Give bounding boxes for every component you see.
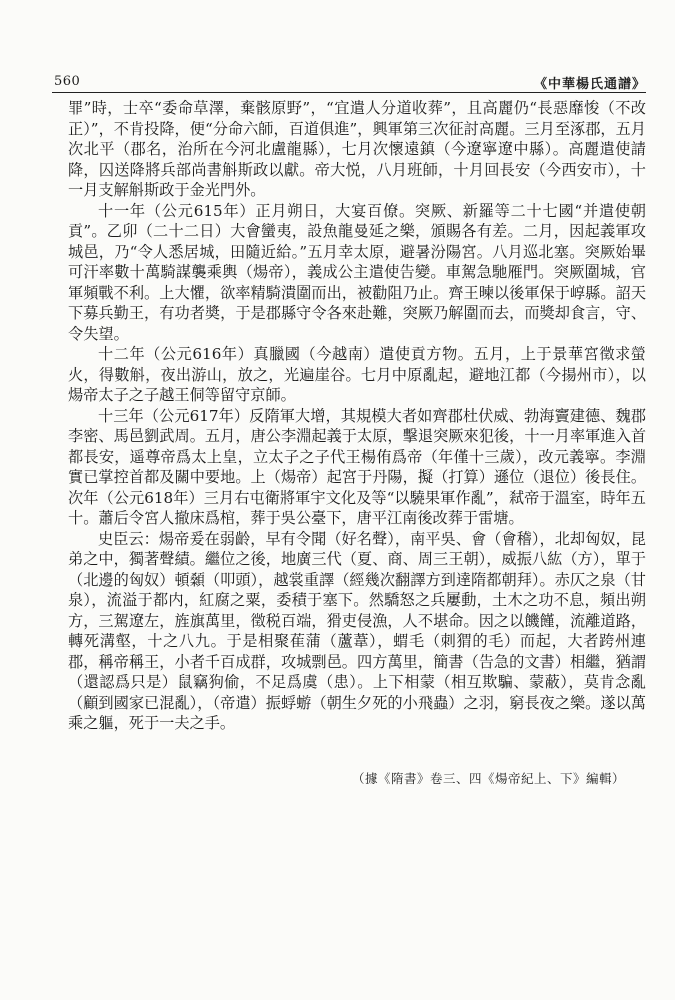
running-title: 《中華楊氏通譜》: [533, 77, 646, 92]
paragraph-continued: 罪”時，士卒“委命草澤，棄骸原野”，“宜遣人分道收葬”，且高麗仍“長惡靡悛（不改正）”，不肯投降，便“分命六師，百道俱進”，興軍第三次征討高麗。三月至涿郡，五月次北平（郡名，治所在今河北盧龍縣），七月次懷遠鎮（今遼寧遼中縣）。高麗遣使請降，囚送降將兵部尚書斛斯政以獻。帝大悦，八月班師，十月回長安（今西安市），十一月支解斛斯政于金光門外。: [68, 99, 646, 199]
paragraph-historian-comment: 史臣云：煬帝爰在弱齡，早有令聞（好名聲），南平吳、會（會稽），北却匈奴，昆弟之中，獨著聲績。繼位之後，地廣三代（夏、商、周三王朝），威振八紘（方），單于（北邊的匈奴）頓顙（叩頭），越裳重譯（經幾次翻譯方到達隋都朝拜）。赤仄之泉（甘泉），流溢于都内，紅腐之粟，委積于塞下。然驕怒之兵屢動，土木之功不息，頻出朔方，三駕遼左，旌旗萬里，徵税百端，猾吏侵漁，人不堪命。因之以饑饉，流離道路，轉死溝壑，十之八九。于是相聚萑蒲（蘆葦），蝟毛（刺猬的毛）而起，大者跨州連郡，稱帝稱王，小者千百成群，攻城剽邑。四方萬里，簡書（告急的文書）相繼，猶謂（還認爲只是）鼠竊狗偷，不足爲虞（患）。上下相蒙（相互欺騙、蒙蔽），莫肯念亂（顧到國家已混亂），（帝遣）振蜉蝣（朝生夕死的小飛蟲）之羽，窮長夜之樂。遂以萬乘之軀，死于一夫之手。: [68, 529, 646, 732]
paragraph-year-12: 十二年（公元616年）真臘國（今越南）遣使貢方物。五月，上于景華宮徵求螢火，得數斛，夜出游山，放之，光遍崖谷。七月中原亂起，避地江都（今揚州市），以煬帝太子之子越王侗等留守京師。: [68, 345, 646, 404]
source-citation: （據《隋書》卷三、四《煬帝紀上、下》編輯）: [351, 771, 625, 786]
page-header: [52, 70, 646, 92]
main-text: [68, 98, 646, 734]
paragraph-year-11: 十一年（公元615年）正月朔日，大宴百僚。突厥、新羅等二十七國“并遣使朝貢”。乙卯（二十二日）大會蠻夷，設魚龍曼延之樂，頒賜各有差。二月，因起義軍攻城邑，乃“令人悉居城，田隨近給。”五月幸太原，避暑汾陽宮。八月巡北塞。突厥始畢可汗率數十萬騎謀襲乘輿（煬帝），義成公主遣使告變。車駕急馳雁門。突厥圍城，官軍頻戰不利。上大懼，欲率精騎潰圍而出，被勸阻乃止。齊王暕以後軍保于崞縣。詔天下募兵勤王，有功者奬，于是郡縣守令各來赴難，突厥乃解圍而去，而獎却食言，守、令失望。: [68, 201, 646, 343]
paragraph-year-13: 十三年（公元617年）反隋軍大增，其規模大者如齊郡杜伏威、勃海竇建德、魏郡李密、馬邑劉武周。五月，唐公李淵起義于太原，擊退突厥來犯後，十一月率軍進入首都長安，遥尊帝爲太上皇，立太子之子代王楊侑爲帝（年僅十三歲），改元義寧。李淵實已掌控首都及關中要地。上（煬帝）起宮于丹陽，擬（打算）遜位（退位）後長住。次年（公元618年）三月右屯衛將軍宇文化及等“以驍果軍作亂”，弒帝于溫室，時年五十。蕭后令宮人撤床爲棺，葬于吳公臺下，唐平江南後改葬于雷塘。: [68, 406, 646, 527]
page-number: 560: [54, 74, 81, 89]
header-rule: [52, 92, 646, 93]
